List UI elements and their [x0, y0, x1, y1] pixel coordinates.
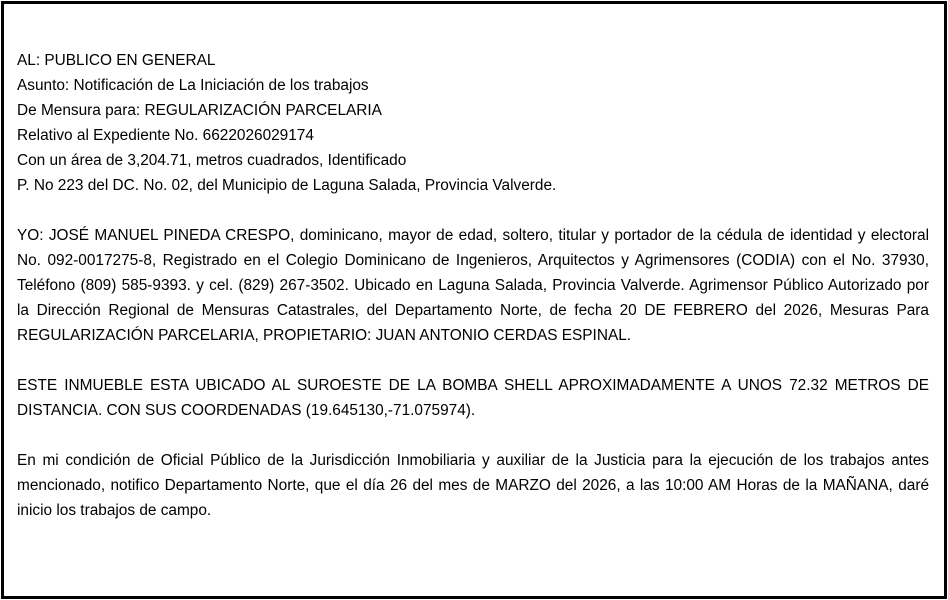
notification-paragraph: En mi condición de Oficial Público de la Jurisdicción Inmobiliaria y auxiliar de la Justicia para la ejecución de los trabajos antes mencionado, notifico Departamento Norte, que el día 26 del mes de MARZO del 2026, a las 10:00 AM Horas de la MAÑANA, daré inicio los trabajos de campo. [17, 452, 929, 519]
area-line: Con un área de 3,204.71, metros cuadrados, Identificado [17, 152, 407, 169]
declaration-paragraph: YO: JOSÉ MANUEL PINEDA CRESPO, dominicano, mayor de edad, soltero, titular y portador de la cédula de identidad y electoral No. 092-0017275-8, Registrado en el Colegio Dominicano de Ingenieros, Arquitectos y Agrimensores (CODIA) con el No. 37930, Teléfono (809) 585-9393. y cel. (829) 267-3502. Ubicado en Laguna Salada, Provincia Valverde. Agrimensor Público Autorizado por la Dirección Regional de Mensuras Catastrales, del Departamento Norte, de fecha 20 DE FEBRERO del 2026, Mesuras Para REGULARIZACIÓN PARCELARIA, PROPIETARIO: JUAN ANTONIO CERDAS ESPINAL. [17, 227, 929, 344]
survey-purpose-line: De Mensura para: REGULARIZACIÓN PARCELARIA [17, 102, 382, 119]
parcel-location-line: P. No 223 del DC. No. 02, del Municipio de Laguna Salada, Provincia Valverde. [17, 177, 557, 194]
location-paragraph: ESTE INMUEBLE ESTA UBICADO AL SUROESTE DE LA BOMBA SHELL APROXIMADAMENTE A UNOS 72.32 METROS DE DISTANCIA. CON SUS COORDENADAS (19.645130,-71.075974). [17, 377, 929, 419]
file-number-line: Relativo al Expediente No. 6622026029174 [17, 127, 314, 144]
recipient-line: AL: PUBLICO EN GENERAL [17, 52, 216, 69]
notice-body [17, 48, 929, 523]
notice-frame [1, 1, 947, 599]
subject-line: Asunto: Notificación de La Iniciación de los trabajos [17, 77, 369, 94]
